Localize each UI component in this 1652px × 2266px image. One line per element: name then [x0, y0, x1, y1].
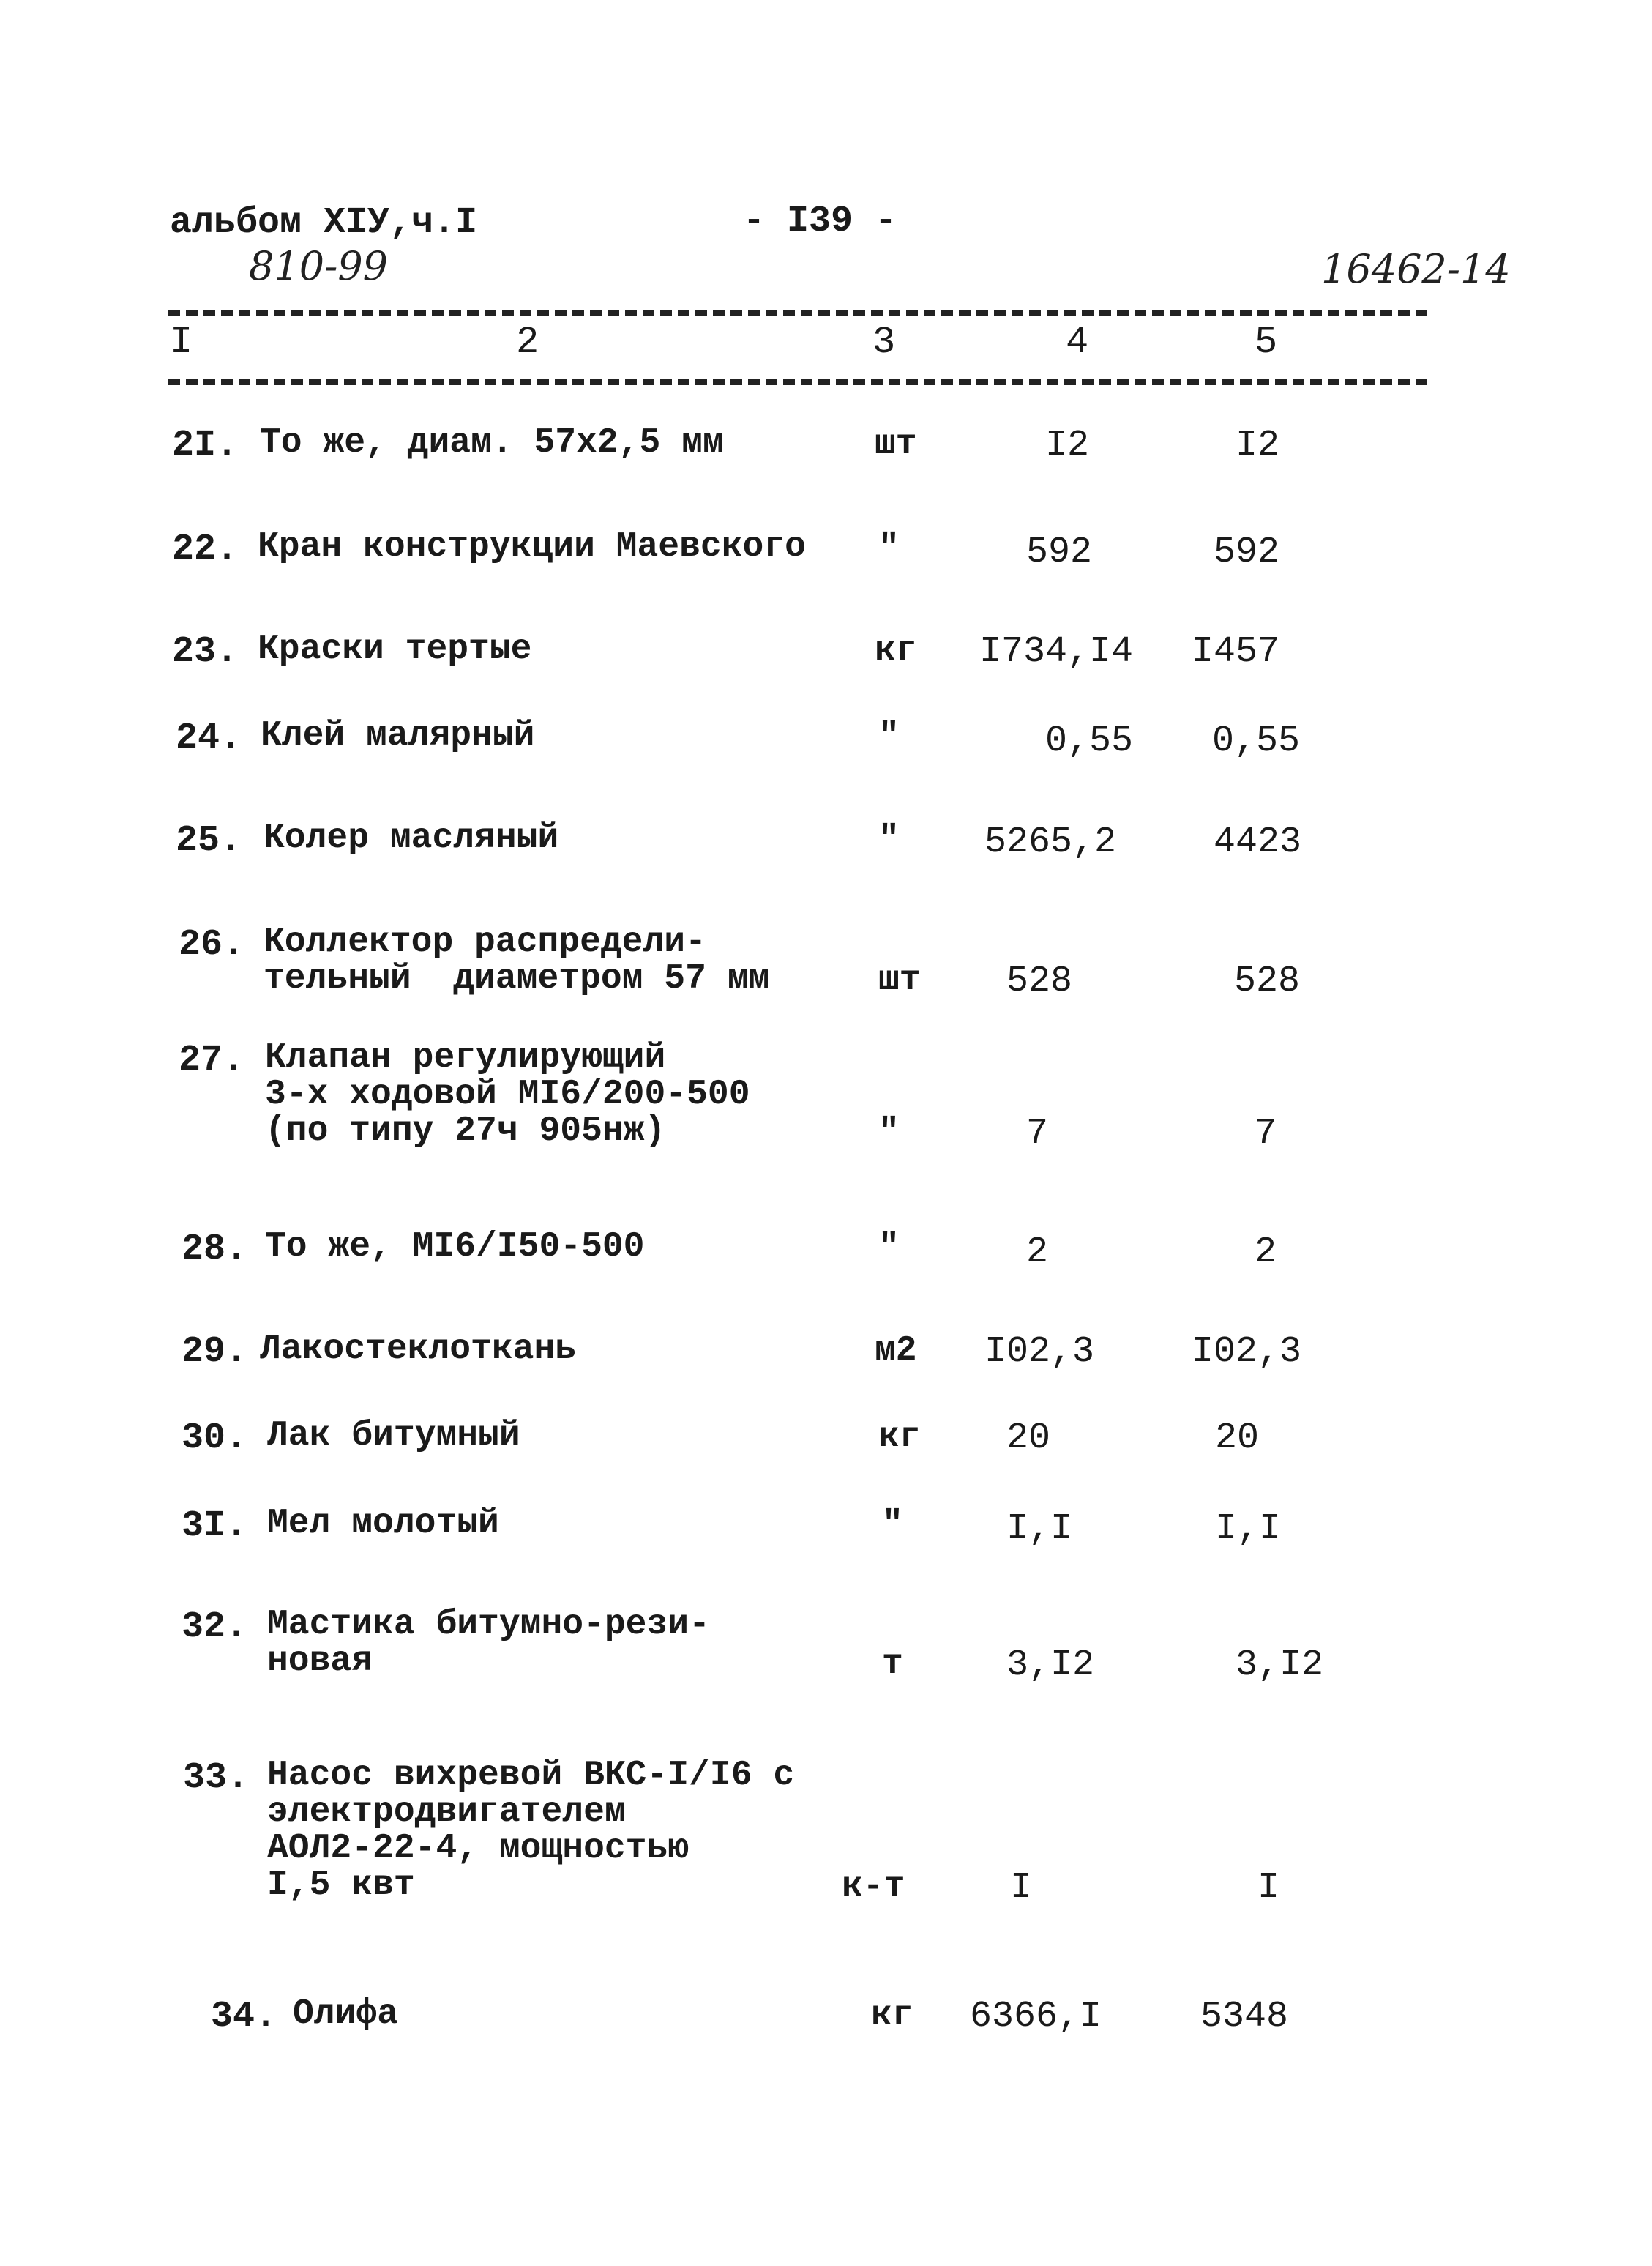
row-unit: шт — [878, 961, 921, 1000]
row-value-col5: 5348 — [1200, 1996, 1289, 2038]
row-value-col5: I457 — [1192, 631, 1280, 673]
row-unit: " — [882, 1505, 903, 1545]
row-unit: " — [878, 820, 900, 860]
row-value-col4: I2 — [1045, 425, 1090, 466]
header-bottom-rule — [168, 379, 1427, 385]
row-number: 34. — [211, 1996, 277, 2038]
row-value-col5: 3,I2 — [1236, 1644, 1324, 1686]
row-value-col5: 4423 — [1214, 821, 1302, 863]
row-unit: кг — [875, 631, 917, 671]
row-name: Клей малярный — [261, 716, 535, 756]
row-name: Клапан регулирующий 3-х ходовой МI6/200-500 (по типу 27ч 905нж) — [265, 1038, 750, 1151]
row-name: Кран конструкции Маевского — [258, 527, 806, 567]
row-name: Мастика битумно-рези- новая — [267, 1605, 710, 1681]
row-number: 32. — [182, 1606, 248, 1648]
row-name: Мел молотый — [267, 1504, 499, 1543]
row-unit: " — [878, 1113, 900, 1152]
row-number: 26. — [179, 924, 245, 966]
header-top-rule — [168, 310, 1427, 316]
row-number: 27. — [179, 1040, 245, 1081]
row-number: 24. — [176, 718, 242, 759]
row-number: 30. — [182, 1417, 248, 1459]
column-header-2: 2 — [516, 321, 539, 364]
row-number: 29. — [182, 1331, 248, 1373]
row-number: 23. — [172, 631, 239, 673]
row-value-col5: 2 — [1255, 1231, 1277, 1273]
column-header-5: 5 — [1255, 321, 1278, 364]
album-label: альбом XIУ,ч.I — [170, 202, 478, 244]
row-number: 2I. — [172, 425, 239, 466]
column-header-4: 4 — [1066, 321, 1089, 364]
row-value-col4: I,I — [1006, 1508, 1073, 1550]
row-value-col4: I734,I4 — [979, 631, 1134, 673]
row-value-col5: 7 — [1255, 1113, 1277, 1155]
row-unit: к-т — [842, 1867, 905, 1907]
row-number: 28. — [182, 1229, 248, 1270]
handwritten-code-right: 16462-14 — [1321, 246, 1511, 292]
row-name: То же, МI6/I50-500 — [265, 1227, 645, 1267]
row-value-col4: 2 — [1026, 1231, 1049, 1273]
row-value-col5: I — [1257, 1867, 1280, 1909]
row-name: Коллектор распредели- тельный диаметром 57 мм — [264, 923, 770, 999]
row-value-col4: 5265,2 — [984, 821, 1117, 863]
column-header-1: I — [170, 321, 193, 364]
row-unit: кг — [871, 1996, 913, 2035]
row-name: Краски тертые — [258, 630, 532, 669]
row-name: Олифа — [293, 1994, 399, 2034]
row-unit: " — [878, 1229, 900, 1268]
handwritten-code-left: 810-99 — [249, 243, 389, 289]
row-value-col5: 0,55 — [1212, 720, 1301, 762]
row-value-col5: 592 — [1214, 532, 1280, 573]
row-name: Колер масляный — [264, 819, 559, 858]
row-value-col5: I02,3 — [1192, 1331, 1302, 1373]
row-name: То же, диам. 57x2,5 мм — [260, 423, 724, 463]
row-value-col5: 20 — [1215, 1417, 1260, 1459]
row-value-col5: I,I — [1215, 1508, 1282, 1550]
row-number: 33. — [183, 1757, 250, 1799]
row-number: 25. — [176, 820, 242, 862]
row-value-col4: 20 — [1006, 1417, 1051, 1459]
row-unit: т — [882, 1644, 903, 1684]
row-number: 22. — [172, 529, 239, 570]
row-value-col4: I — [1010, 1867, 1033, 1909]
row-value-col4: 3,I2 — [1006, 1644, 1095, 1686]
column-header-3: 3 — [872, 321, 896, 364]
row-name: Лакостеклоткань — [260, 1330, 577, 1369]
row-value-col4: 0,55 — [1045, 720, 1134, 762]
row-unit: " — [878, 718, 900, 757]
row-unit: кг — [878, 1417, 921, 1457]
row-value-col4: 7 — [1026, 1113, 1049, 1155]
row-number: 3I. — [182, 1505, 248, 1547]
page-number: - I39 - — [743, 201, 897, 242]
row-value-col4: 528 — [1006, 961, 1073, 1002]
row-value-col5: 528 — [1234, 961, 1301, 1002]
row-name: Насос вихревой ВКС-I/I6 с электродвигателем АОЛ2-22-4, мощностью I,5 квт — [267, 1756, 795, 1905]
row-name: Лак битумный — [267, 1416, 520, 1456]
row-unit: м2 — [875, 1331, 917, 1371]
row-value-col4: 6366,I — [970, 1996, 1102, 2038]
row-unit: " — [878, 529, 900, 568]
row-value-col5: I2 — [1236, 425, 1280, 466]
row-value-col4: 592 — [1026, 532, 1093, 573]
row-unit: шт — [875, 425, 917, 464]
row-value-col4: I02,3 — [984, 1331, 1095, 1373]
